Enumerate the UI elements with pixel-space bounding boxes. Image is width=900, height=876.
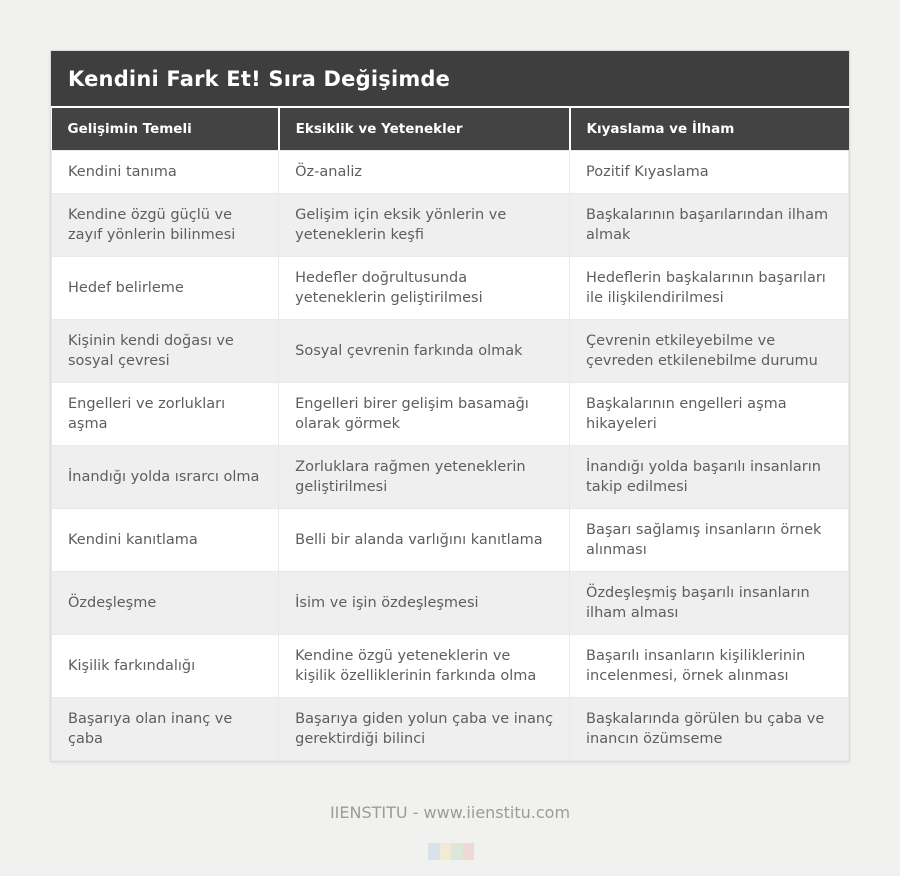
table-cell: Hedef belirleme <box>52 257 279 320</box>
table-cell: Başkalarının engelleri aşma hikayeleri <box>570 383 849 446</box>
table-row <box>52 383 849 446</box>
table-cell: Kişinin kendi doğası ve sosyal çevresi <box>52 320 279 383</box>
table-cell: Başarıya olan inanç ve çaba <box>52 698 279 761</box>
table-row <box>52 320 849 383</box>
table-cell: Başkalarının başarılarından ilham almak <box>570 194 849 257</box>
table-cell: Kendine özgü yeteneklerin ve kişilik özelliklerinin farkında olma <box>279 635 570 698</box>
table-cell: İnandığı yolda ısrarcı olma <box>52 446 279 509</box>
table-row <box>52 257 849 320</box>
table-cell: Kişilik farkındalığı <box>52 635 279 698</box>
table-cell: Öz-analiz <box>279 151 570 194</box>
table-cell: Kendine özgü güçlü ve zayıf yönlerin bilinmesi <box>52 194 279 257</box>
table-cell: Zorluklara rağmen yeteneklerin geliştirilmesi <box>279 446 570 509</box>
table-row <box>52 446 849 509</box>
table-row <box>52 572 849 635</box>
table-cell: Özdeşleşme <box>52 572 279 635</box>
table-cell: Başkalarında görülen bu çaba ve inancın özümseme <box>570 698 849 761</box>
page-title: Kendini Fark Et! Sıra Değişimde <box>51 51 849 106</box>
table-cell: Belli bir alanda varlığını kanıtlama <box>279 509 570 572</box>
column-header-kiyaslama-ve-ilham: Kıyaslama ve İlham <box>570 107 849 151</box>
table-cell: Kendini tanıma <box>52 151 279 194</box>
footer-credit: IIENSTITU - www.iienstitu.com <box>329 803 571 822</box>
table-cell: İnandığı yolda başarılı insanların takip edilmesi <box>570 446 849 509</box>
table-cell: Engelleri birer gelişim basamağı olarak görmek <box>279 383 570 446</box>
table-cell: Sosyal çevrenin farkında olmak <box>279 320 570 383</box>
table-cell: Başarıya giden yolun çaba ve inanç gerektirdiği bilinci <box>279 698 570 761</box>
table-row <box>52 194 849 257</box>
table-card <box>50 50 850 762</box>
iienstitu-watermark-logo <box>428 843 474 860</box>
table-cell: Hedefler doğrultusunda yeteneklerin geliştirilmesi <box>279 257 570 320</box>
comparison-table <box>51 106 849 761</box>
table-cell: Hedeflerin başkalarının başarıları ile ilişkilendirilmesi <box>570 257 849 320</box>
table-cell: Kendini kanıtlama <box>52 509 279 572</box>
table-cell: Engelleri ve zorlukları aşma <box>52 383 279 446</box>
table-cell: Gelişim için eksik yönlerin ve yeteneklerin keşfi <box>279 194 570 257</box>
table-cell: Başarı sağlamış insanların örnek alınması <box>570 509 849 572</box>
table-cell: İsim ve işin özdeşleşmesi <box>279 572 570 635</box>
table-row <box>52 698 849 761</box>
table-row <box>52 509 849 572</box>
table-header-row <box>52 107 849 151</box>
table-cell: Pozitif Kıyaslama <box>570 151 849 194</box>
table-row <box>52 635 849 698</box>
table-row <box>52 151 849 194</box>
column-header-eksiklik-ve-yetenekler: Eksiklik ve Yetenekler <box>279 107 570 151</box>
table-cell: Çevrenin etkileyebilme ve çevreden etkilenebilme durumu <box>570 320 849 383</box>
column-header-gelisimin-temeli: Gelişimin Temeli <box>52 107 279 151</box>
table-cell: Başarılı insanların kişiliklerinin incelenmesi, örnek alınması <box>570 635 849 698</box>
table-cell: Özdeşleşmiş başarılı insanların ilham alması <box>570 572 849 635</box>
